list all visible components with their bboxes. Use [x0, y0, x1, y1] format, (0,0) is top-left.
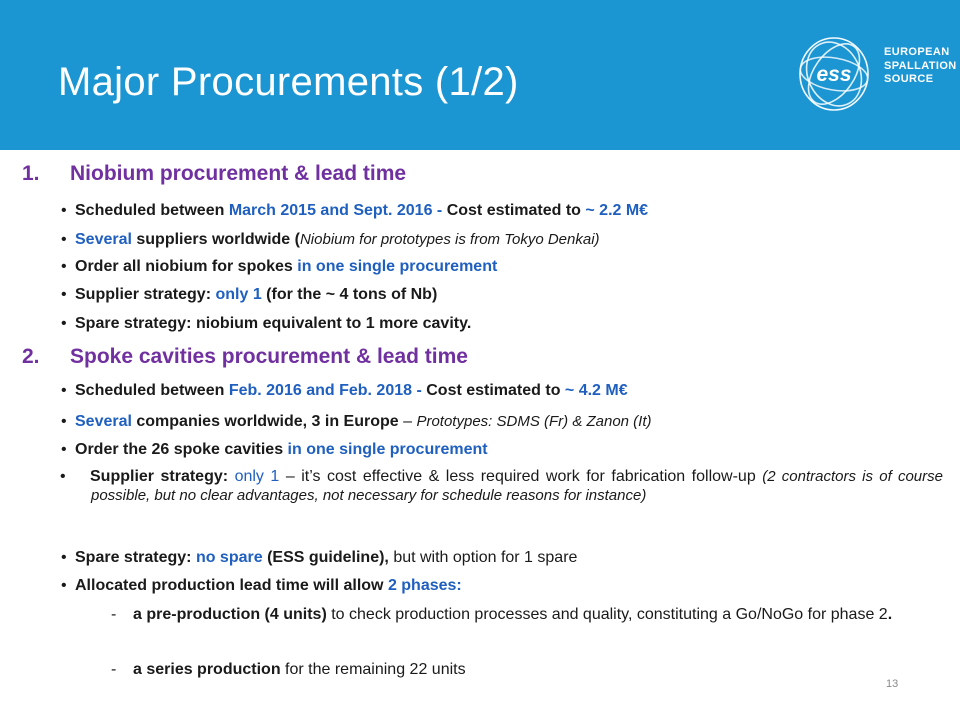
text: to check production processes and quality, constituting a Go/NoGo for phase 2: [326, 606, 888, 623]
bullet-icon: •: [61, 441, 67, 458]
sub-list-item: [111, 660, 943, 679]
bold-text: a series production: [133, 661, 281, 678]
highlight-text: in one single procurement: [297, 258, 498, 275]
italic-text: Niobium for prototypes is from Tokyo Denkai): [299, 231, 600, 248]
list-item: [61, 285, 945, 304]
section-2-heading: [22, 345, 468, 369]
list-item: [61, 314, 945, 333]
text: but with option for 1 spare: [393, 549, 578, 566]
sub-list-item: [111, 605, 943, 624]
section-1-number: 1.: [22, 162, 40, 185]
text: Supplier strategy:: [75, 286, 216, 303]
logo-line-3: SOURCE: [884, 73, 934, 85]
list-item: [61, 548, 945, 567]
logo-line-2: SPALLATION: [884, 59, 957, 72]
section-1-heading: [22, 162, 406, 186]
logo-line-1: EUROPEAN: [884, 46, 950, 58]
dash-marker: -: [111, 606, 117, 623]
bullet-icon: •: [61, 231, 67, 248]
highlight-text: no spare: [195, 549, 263, 566]
list-item: [61, 201, 945, 220]
bullet-icon: •: [61, 577, 67, 594]
italic-text: Prototypes: SDMS (Fr) & Zanon (It): [416, 413, 652, 430]
list-item: [61, 576, 945, 595]
bullet-icon: •: [61, 549, 67, 566]
bullet-icon: •: [61, 315, 67, 332]
text: Spare strategy: niobium equivalent to 1 more cavity.: [75, 315, 472, 332]
list-item: [61, 440, 945, 459]
text: Cost estimated to: [446, 202, 586, 219]
text: Scheduled between: [75, 202, 229, 219]
italic-text: (2 contractors is of course possible, but no clear advantages, not necessary for schedule reasons for instance): [91, 468, 943, 504]
text: Order the 26 spoke cavities: [75, 441, 288, 458]
logo-wordmark: [884, 46, 957, 87]
highlight-text: only 1: [215, 286, 262, 303]
bold-text: a pre-production (4 units): [133, 606, 327, 623]
text: (: [294, 231, 300, 248]
highlight-text: Feb. 2016 and Feb. 2018 -: [228, 382, 427, 399]
logo-mark: ess: [816, 63, 852, 86]
section-1-title: Niobium procurement & lead time: [70, 162, 407, 185]
dash-marker: -: [111, 661, 117, 678]
highlight-text: only 1: [234, 468, 280, 485]
text: companies worldwide, 3 in Europe: [131, 413, 404, 430]
text: for the remaining 22 units: [280, 661, 466, 678]
bold-text: .: [887, 606, 893, 623]
highlight-text: 2 phases:: [387, 577, 462, 594]
highlight-text: March 2015 and Sept. 2016 -: [228, 202, 447, 219]
section-2-number: 2.: [22, 345, 40, 368]
bullet-icon: •: [61, 382, 67, 399]
text: Scheduled between: [75, 382, 229, 399]
list-item: [61, 412, 945, 431]
bullet-icon: •: [61, 286, 67, 303]
text: Allocated production lead time will allow: [75, 577, 388, 594]
bullet-icon: •: [61, 258, 67, 275]
page-number: 13: [886, 678, 899, 690]
highlight-text: Several: [75, 413, 132, 430]
text: (ESS guideline),: [262, 549, 394, 566]
list-item: [61, 257, 945, 276]
bullet-icon: •: [60, 468, 66, 485]
bullet-icon: •: [61, 413, 67, 430]
list-item: [60, 467, 943, 505]
text: –: [403, 413, 417, 430]
highlight-text: ~ 2.2 M€: [585, 202, 649, 219]
page-title: Major Procurements (1/2): [58, 60, 519, 104]
text: Cost estimated to: [426, 382, 565, 399]
title-banner: [0, 0, 960, 150]
text: Order all niobium for spokes: [75, 258, 298, 275]
list-item: [61, 381, 945, 400]
text: – it’s cost effective & less required work for fabrication follow-up: [279, 468, 763, 485]
text: Spare strategy:: [75, 549, 196, 566]
text: (for the ~ 4 tons of Nb): [261, 286, 438, 303]
highlight-text: ~ 4.2 M€: [564, 382, 628, 399]
text: Supplier strategy:: [90, 468, 235, 485]
highlight-text: Several: [75, 231, 132, 248]
list-item: [61, 230, 945, 249]
text: suppliers worldwide: [131, 231, 295, 248]
bullet-icon: •: [61, 202, 67, 219]
section-2-title: Spoke cavities procurement & lead time: [70, 345, 468, 368]
highlight-text: in one single procurement: [287, 441, 488, 458]
